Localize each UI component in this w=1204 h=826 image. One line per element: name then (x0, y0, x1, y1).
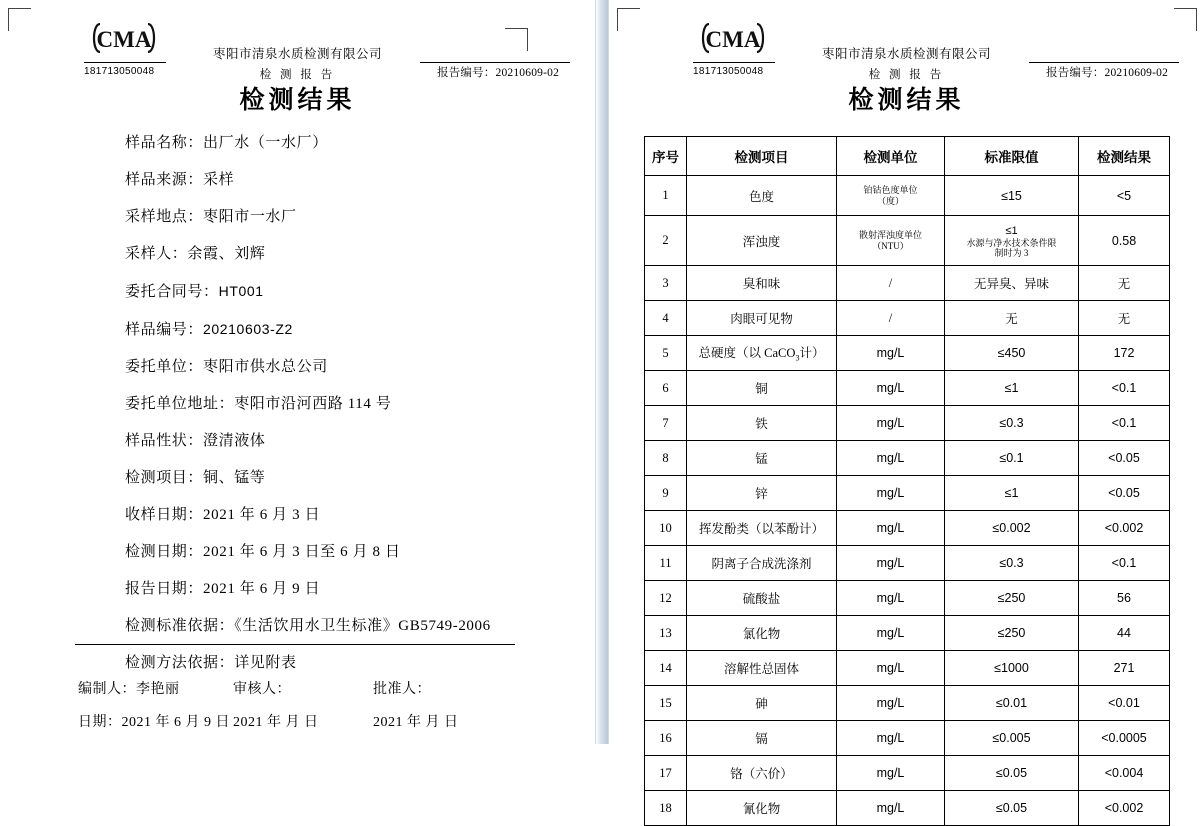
field-value: HT001 (218, 283, 264, 299)
cell-unit: mg/L (837, 336, 945, 371)
cell-no: 9 (645, 476, 687, 511)
cell-result: 无 (1079, 301, 1170, 336)
certificate-number: 181713050048 (693, 66, 764, 77)
cell-item: 阴离子合成洗涤剂 (687, 546, 837, 581)
cell-unit: mg/L (837, 441, 945, 476)
field-row (125, 360, 555, 375)
field-value: 采样 (203, 172, 235, 188)
field-label: 检测项目： (125, 470, 204, 486)
report-label: 检 测 报 告 (259, 69, 336, 81)
approver-date-blank: 2021 年 月 日 (373, 715, 459, 730)
table-row (645, 336, 1170, 371)
cell-result: <0.0005 (1079, 721, 1170, 756)
cell-item: 挥发酚类（以苯酚计） (687, 511, 837, 546)
cell-result: <0.1 (1079, 371, 1170, 406)
field-label: 采样地点： (125, 209, 204, 225)
table-row (645, 301, 1170, 336)
field-label: 报告日期： (125, 581, 204, 597)
field-label: 样品来源： (125, 172, 204, 188)
table-row (645, 581, 1170, 616)
cell-no: 17 (645, 756, 687, 791)
field-value: 余霞、刘辉 (187, 246, 266, 262)
field-row (125, 434, 555, 449)
cell-item: 肉眼可见物 (687, 301, 837, 336)
cell-limit: ≤1 (945, 371, 1079, 406)
field-row (125, 582, 555, 597)
field-label: 收样日期： (125, 507, 204, 523)
cell-item: 砷 (687, 686, 837, 721)
cell-limit: ≤250 (945, 616, 1079, 651)
cell-no: 16 (645, 721, 687, 756)
field-value: 2021 年 6 月 9 日 (203, 581, 321, 597)
cell-result: <5 (1079, 176, 1170, 216)
field-row (125, 619, 555, 634)
cell-limit: 无 (945, 301, 1079, 336)
cell-limit: ≤0.3 (945, 406, 1079, 441)
header-rule-left (84, 62, 166, 63)
cell-result: <0.002 (1079, 511, 1170, 546)
header-rule-left (693, 62, 775, 63)
field-row (125, 136, 555, 151)
org-name: 枣阳市清泉水质检测有限公司 (821, 47, 991, 61)
cell-item: 臭和味 (687, 266, 837, 301)
crop-mark-top-left (8, 8, 31, 31)
cell-item: 总硬度（以 CaCO$_3$计） (687, 336, 837, 371)
page-title: 检测结果 (848, 87, 965, 114)
col-header-unit: 检测单位 (837, 137, 945, 176)
cell-result: <0.004 (1079, 756, 1170, 791)
cell-item: 镉 (687, 721, 837, 756)
cell-result: <0.01 (1079, 686, 1170, 721)
cell-result: <0.1 (1079, 546, 1170, 581)
table-row (645, 406, 1170, 441)
table-row (645, 176, 1170, 216)
field-value: 枣阳市沿河西路 114 号 (234, 396, 392, 412)
reviewer-date-blank: 2021 年 月 日 (233, 715, 319, 730)
org-name: 枣阳市清泉水质检测有限公司 (212, 47, 382, 61)
cell-unit: 铂钴色度单位 （度） (837, 176, 945, 216)
crop-mark-top-right (1174, 8, 1197, 31)
cell-no: 4 (645, 301, 687, 336)
cell-item: 氰化物 (687, 791, 837, 826)
table-row (645, 216, 1170, 266)
field-row (125, 656, 555, 671)
field-row (125, 173, 555, 188)
field-value: 2021 年 6 月 3 日 (203, 507, 321, 523)
cell-limit: ≤0.002 (945, 511, 1079, 546)
approver-signature: 批准人： (373, 682, 431, 697)
cell-result: 44 (1079, 616, 1170, 651)
table-row (645, 441, 1170, 476)
field-row (125, 284, 555, 300)
cell-unit: mg/L (837, 791, 945, 826)
cell-result: <0.1 (1079, 406, 1170, 441)
header-rule-right (420, 62, 570, 63)
cell-unit: mg/L (837, 546, 945, 581)
cell-item: 色度 (687, 176, 837, 216)
cell-limit: ≤1000 (945, 651, 1079, 686)
cell-result: 0.58 (1079, 216, 1170, 266)
field-value: 枣阳市一水厂 (203, 209, 297, 225)
cell-unit: mg/L (837, 686, 945, 721)
cell-no: 11 (645, 546, 687, 581)
field-label: 检测标准依据： (125, 618, 235, 634)
issue-date: 日期：2021 年 6 月 9 日 (78, 715, 230, 730)
certificate-number: 181713050048 (84, 66, 155, 77)
cell-unit: / (837, 301, 945, 336)
cell-result: <0.002 (1079, 791, 1170, 826)
cell-unit: mg/L (837, 476, 945, 511)
cell-no: 13 (645, 616, 687, 651)
field-value: 枣阳市供水总公司 (203, 359, 328, 375)
cell-no: 1 (645, 176, 687, 216)
table-header-row (645, 137, 1170, 176)
field-row (125, 471, 555, 486)
cell-limit: ≤250 (945, 581, 1079, 616)
field-label: 委托单位： (125, 359, 204, 375)
cell-unit: mg/L (837, 406, 945, 441)
cell-item: 铜 (687, 371, 837, 406)
cell-result: 无 (1079, 266, 1170, 301)
cell-item: 溶解性总固体 (687, 651, 837, 686)
table-row (645, 371, 1170, 406)
table-row (645, 511, 1170, 546)
col-header-item: 检测项目 (687, 137, 837, 176)
cell-limit: ≤0.3 (945, 546, 1079, 581)
cell-item: 氯化物 (687, 616, 837, 651)
cell-unit: / (837, 266, 945, 301)
cell-result: 172 (1079, 336, 1170, 371)
document-page-right (609, 0, 1204, 816)
cell-no: 7 (645, 406, 687, 441)
col-header-result: 检测结果 (1079, 137, 1170, 176)
table-row (645, 266, 1170, 301)
header-rule-right (1029, 62, 1179, 63)
cell-no: 15 (645, 686, 687, 721)
field-label: 采样人： (125, 246, 188, 262)
cell-unit: mg/L (837, 616, 945, 651)
table-row (645, 791, 1170, 826)
field-value: 出厂水（一水厂） (203, 135, 328, 151)
cell-result: <0.05 (1079, 441, 1170, 476)
cell-item: 锰 (687, 441, 837, 476)
cell-item: 铬（六价） (687, 756, 837, 791)
field-value: 《生活饮用水卫生标准》GB5749-2006 (234, 618, 491, 634)
cell-limit: ≤1 (945, 476, 1079, 511)
field-row (125, 545, 555, 560)
field-label: 委托单位地址： (125, 396, 235, 412)
cell-no: 18 (645, 791, 687, 826)
field-label: 检测日期： (125, 544, 204, 560)
cell-limit: ≤0.005 (945, 721, 1079, 756)
cell-item: 硫酸盐 (687, 581, 837, 616)
cell-unit: mg/L (837, 581, 945, 616)
page-title: 检测结果 (239, 87, 356, 114)
table-row (645, 686, 1170, 721)
cell-unit: mg/L (837, 651, 945, 686)
cell-limit: ≤15 (945, 176, 1079, 216)
svg-text:CMA: CMA (705, 27, 761, 52)
cell-no: 3 (645, 266, 687, 301)
table-row (645, 756, 1170, 791)
cell-result: 271 (1079, 651, 1170, 686)
cell-unit: mg/L (837, 511, 945, 546)
cell-no: 8 (645, 441, 687, 476)
compiler-signature: 编制人：李艳丽 (78, 682, 180, 697)
field-value: 20210603-Z2 (203, 321, 293, 337)
field-value: 铜、锰等 (203, 470, 266, 486)
cell-limit: ≤0.1 (945, 441, 1079, 476)
field-label: 检测方法依据： (125, 655, 235, 671)
cell-item: 浑浊度 (687, 216, 837, 266)
cell-limit: ≤0.05 (945, 791, 1079, 826)
col-header-limit: 标准限值 (945, 137, 1079, 176)
col-header-no: 序号 (645, 137, 687, 176)
field-row (125, 247, 555, 262)
crop-mark-top-left (617, 8, 640, 31)
cell-item: 铁 (687, 406, 837, 441)
table-row (645, 546, 1170, 581)
cell-limit: ≤1 水源与净水技术条件限 制时为 3 (945, 216, 1079, 266)
cell-no: 14 (645, 651, 687, 686)
report-number: 报告编号：20210609-02 (1046, 67, 1169, 79)
field-label: 样品编号： (125, 322, 204, 338)
cell-limit: ≤0.05 (945, 756, 1079, 791)
cell-limit: 无异臭、异味 (945, 266, 1079, 301)
field-label: 样品名称： (125, 135, 204, 151)
cell-no: 6 (645, 371, 687, 406)
document-page-left (0, 0, 595, 744)
vertical-scrollbar[interactable] (596, 0, 608, 744)
field-row (125, 508, 555, 523)
cell-limit: ≤450 (945, 336, 1079, 371)
table-row (645, 721, 1170, 756)
svg-text:CMA: CMA (96, 27, 152, 52)
cell-no: 12 (645, 581, 687, 616)
results-table (644, 136, 1170, 826)
signature-divider (75, 644, 515, 645)
field-row (125, 397, 555, 412)
cell-limit: ≤0.01 (945, 686, 1079, 721)
cell-no: 5 (645, 336, 687, 371)
report-label: 检 测 报 告 (868, 69, 945, 81)
cell-result: 56 (1079, 581, 1170, 616)
cell-unit: mg/L (837, 721, 945, 756)
field-label: 委托合同号： (125, 284, 219, 300)
field-row (125, 322, 555, 338)
cell-unit: mg/L (837, 371, 945, 406)
cell-result: <0.05 (1079, 476, 1170, 511)
cell-item: 锌 (687, 476, 837, 511)
reviewer-signature: 审核人： (233, 682, 291, 697)
field-row (125, 210, 555, 225)
report-number: 报告编号：20210609-02 (437, 67, 560, 79)
table-row (645, 651, 1170, 686)
cell-unit: 散射浑浊度单位 （NTU） (837, 216, 945, 266)
sample-info-list (125, 136, 555, 693)
cell-unit: mg/L (837, 756, 945, 791)
table-row (645, 616, 1170, 651)
field-value: 澄清液体 (203, 433, 266, 449)
cell-no: 10 (645, 511, 687, 546)
table-row (645, 476, 1170, 511)
field-label: 样品性状： (125, 433, 204, 449)
cell-no: 2 (645, 216, 687, 266)
field-value: 详见附表 (234, 655, 297, 671)
field-value: 2021 年 6 月 3 日至 6 月 8 日 (203, 544, 401, 560)
